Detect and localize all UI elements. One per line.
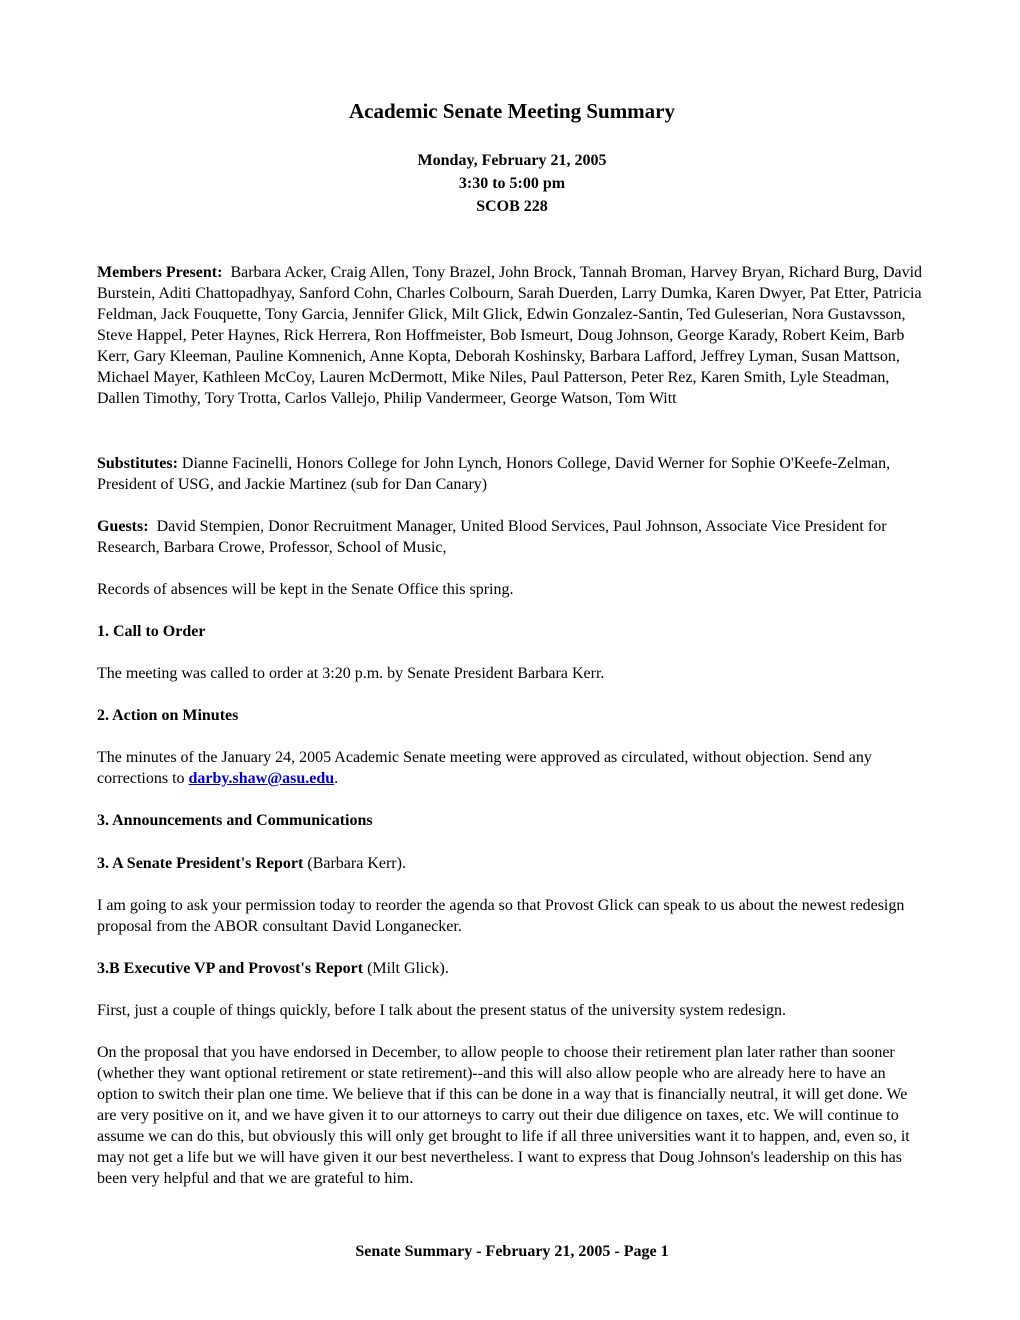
meeting-location: SCOB 228 <box>476 198 548 215</box>
absences-note: Records of absences will be kept in the Senate Office this spring. <box>97 581 514 598</box>
call-to-order-heading: 1. Call to Order <box>97 623 206 640</box>
president-report-text: I am going to ask your permission today to reorder the agenda so that Provost Glick can speak to us about the newest redesign proposal from the ABOR consultant David Longanecker. <box>97 897 905 935</box>
substitutes-paragraph <box>97 453 927 495</box>
members-present-list: Barbara Acker, Craig Allen, Tony Brazel, John Brock, Tannah Broman, Harvey Bryan, Richard Burg, David Burstein, Aditi Chattopadhyay, Sanford Cohn, Charles Colbourn, Sarah Duerden, Larry Dumka, Karen Dwyer, Pat Etter, Patricia Feldman, Jack Fouquette, Tony Garcia, Jennifer Glick, Milt Glick, Edwin Gonzalez-Santin, Ted Guleserian, Nora Gustavsson, Steve Happel, Peter Haynes, Rick Herrera, Ron Hoffmeister, Bob Ismeurt, Doug Johnson, George Karady, Robert Keim, Barb Kerr, Gary Kleeman, Pauline Komnenich, Anne Kopta, Deborah Koshinsky, Barbara Lafford, Jeffrey Lyman, Susan Mattson, Michael Mayer, Kathleen McCoy, Lauren McDermott, Mike Niles, Paul Patterson, Peter Rez, Karen Smith, Lyle Steadman, Dallen Timothy, Tory Trotta, Carlos Vallejo, Philip Vandermeer, George Watson, Tom Witt <box>97 264 923 407</box>
meeting-time: 3:30 to 5:00 pm <box>458 175 566 192</box>
provost-report-speaker: (Milt Glick). <box>367 960 449 977</box>
meeting-info <box>97 149 927 218</box>
substitutes-label: Substitutes: <box>97 455 178 472</box>
president-report-speaker: (Barbara Kerr). <box>307 855 406 872</box>
provost-report-text-1: First, just a couple of things quickly, before I talk about the present status of the university system redesign. <box>97 1002 787 1019</box>
corrections-email-link[interactable]: darby.shaw@asu.edu <box>188 770 335 787</box>
guests-list: David Stempien, Donor Recruitment Manager, United Blood Services, Paul Johnson, Associate Vice President for Research, Barbara Crowe, Professor, School of Music, <box>97 518 887 556</box>
guests-label: Guests: <box>97 518 149 535</box>
call-to-order-text: The meeting was called to order at 3:20 p.m. by Senate President Barbara Kerr. <box>97 665 605 682</box>
provost-report-text-2: On the proposal that you have endorsed in December, to allow people to choose their retirement plan later rather than sooner (whether they want optional retirement or state retirement)--and this will also allow people who are already here to have an option to switch their plan one time. We believe that if this can be done in a way that is financially neutral, it will get done. We are very positive on it, and we have given it to our attorneys to carry out their due diligence on taxes, etc. We will continue to assume we can do this, but obviously this will only get brought to life if all three universities want it to happen, and, even so, it may not get a life but we will have given it our best nevertheless. I want to express that Doug Johnson's leadership on this has been very helpful and that we are grateful to him. <box>97 1044 910 1187</box>
minutes-paragraph <box>97 747 927 789</box>
substitutes-list: Dianne Facinelli, Honors College for John Lynch, Honors College, David Werner for Sophie O'Keefe-Zelman, President of USG, and Jackie Martinez (sub for Dan Canary) <box>97 455 891 493</box>
provost-report-title: 3.B Executive VP and Provost's Report <box>97 960 364 977</box>
minutes-text: The minutes of the January 24, 2005 Academic Senate meeting were approved as circulated, without objection. Send any corrections to <box>97 749 872 787</box>
members-present-paragraph <box>97 262 927 409</box>
meeting-date: Monday, February 21, 2005 <box>417 152 607 169</box>
document-title: Academic Senate Meeting Summary <box>348 99 675 123</box>
president-report-heading <box>97 853 927 874</box>
page-footer: Senate Summary - February 21, 2005 - Page 1 <box>355 1243 669 1260</box>
members-present-label: Members Present: <box>97 264 223 281</box>
minutes-period: . <box>334 770 339 787</box>
minutes-heading: 2. Action on Minutes <box>97 707 239 724</box>
announcements-heading: 3. Announcements and Communications <box>97 812 373 829</box>
provost-report-heading <box>97 958 927 979</box>
guests-paragraph <box>97 516 927 558</box>
president-report-title: 3. A Senate President's Report <box>97 855 304 872</box>
